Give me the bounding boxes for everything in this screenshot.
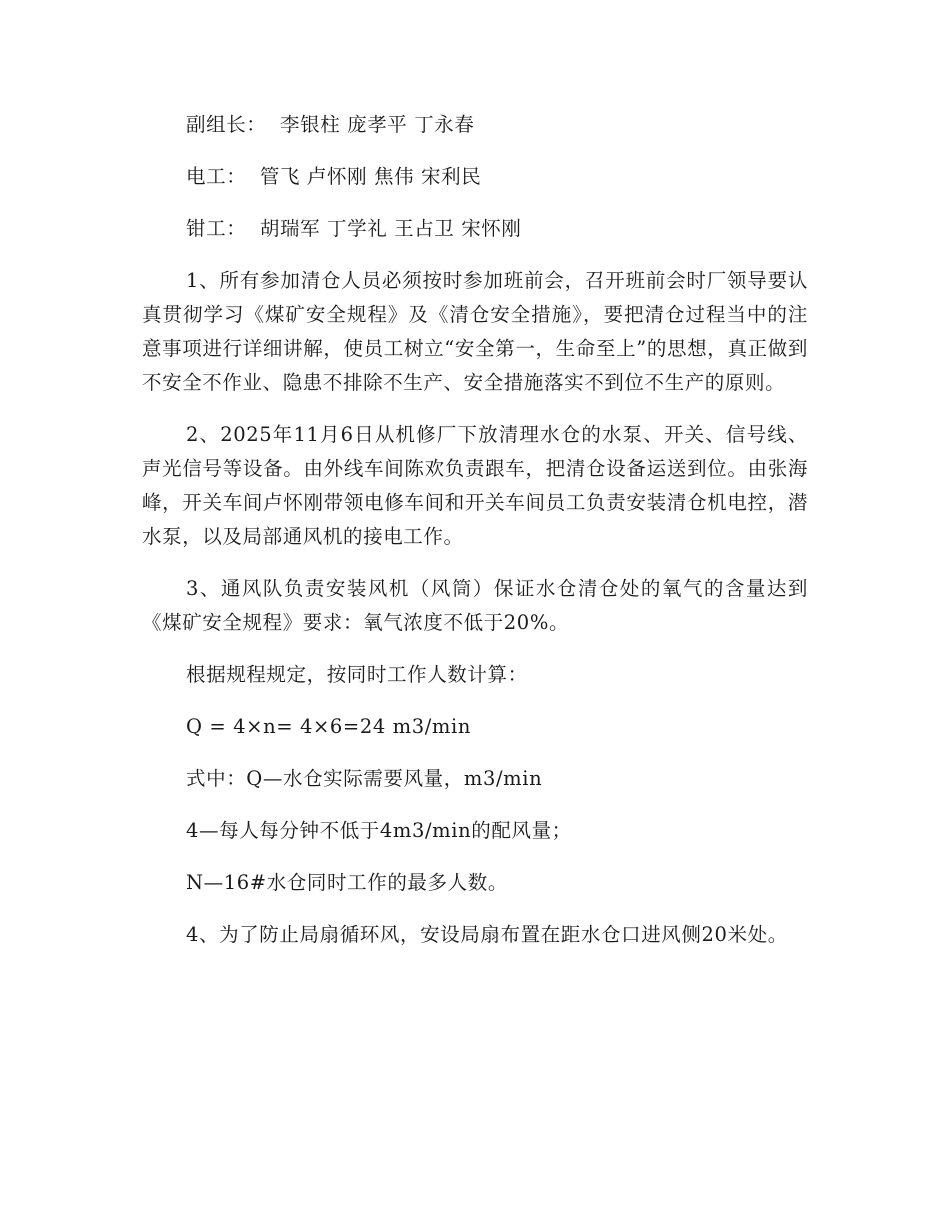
airflow-formula: Q = 4×n= 4×6=24 m3/min: [186, 715, 472, 738]
roster-deputy-leaders: 副组长： 李银柱 庞孝平 丁永春: [186, 113, 475, 136]
formula-definition-n: N—16#水仓同时工作的最多人数。: [186, 871, 508, 894]
calculation-intro: 根据规程规定，按同时工作人数计算：: [186, 663, 528, 686]
document-body: [142, 108, 808, 970]
formula-definition-4: 4—每人每分钟不低于4m3/min的配风量；: [186, 819, 572, 842]
paragraph-1: 1、所有参加清仓人员必须按时参加班前会，召开班前会时厂领导要认真贯彻学习《煤矿安全规程》及《清仓安全措施》，要把清仓过程当中的注意事项进行详细讲解，使员工树立“安全第一，生命至上”的思想，真正做到不安全不作业、隐患不排除不生产、安全措施落实不到位不生产的原则。: [142, 269, 808, 394]
paragraph-3: 3、通风队负责安装风机（风筒）保证水仓清仓处的氧气的含量达到《煤矿安全规程》要求：氧气浓度不低于20%。: [142, 577, 808, 634]
roster-fitters: 钳工： 胡瑞军 丁学礼 王占卫 宋怀刚: [186, 217, 522, 240]
roster-electricians: 电工： 管飞 卢怀刚 焦伟 宋利民: [186, 165, 482, 188]
paragraph-4: 4、为了防止局扇循环风，安设局扇布置在距水仓口进风侧20米处。: [186, 923, 788, 946]
formula-definition-q: 式中：Q—水仓实际需要风量，m3/min: [186, 767, 543, 790]
paragraph-2: 2、2025年11月6日从机修厂下放清理水仓的水泵、开关、信号线、声光信号等设备。由外线车间陈欢负责跟车，把清仓设备运送到位。由张海峰，开关车间卢怀刚带领电修车间和开关车间员工负责安装清仓机电控，潜水泵，以及局部通风机的接电工作。: [142, 423, 808, 548]
